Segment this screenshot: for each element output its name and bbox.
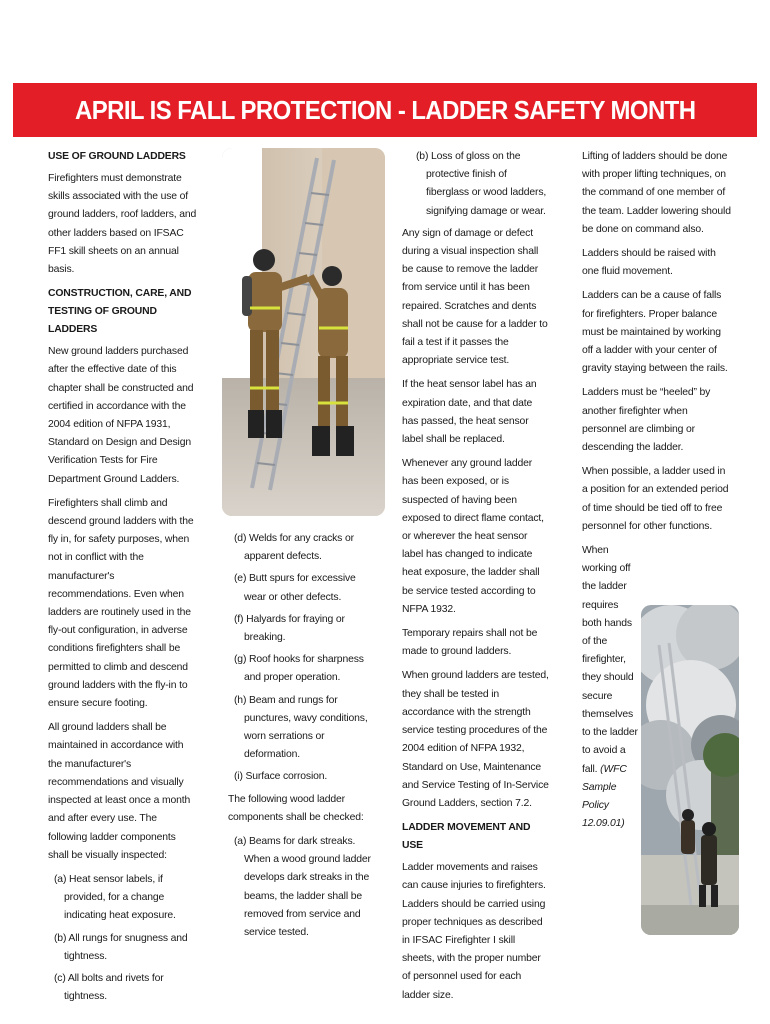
photo-illustration-1 [222,148,385,516]
inspection-item-g: (g) Roof hooks for sharpness and proper operation. [234,654,364,684]
page-title: APRIL IS FALL PROTECTION - LADDER SAFETY MONTH [74,94,696,125]
paragraph-tied-off: When possible, a ladder used in a position for an extended period of time should be tied off to free personnel for other functions. [582,466,729,532]
column-2 [228,530,378,946]
paragraph-working-off-ladder [582,542,640,833]
paragraph-climb-descend: Firefighters shall climb and descend ground ladders with the fly in, for safety purposes, when not in conflict with the manufacturer's recommendations. Even when ladders are routinely used in the fly-out configuration, in adverse conditions firefighters shall be permitted to climb and descend ground ladders with the fly-in to ensure secure footing. [48,497,194,710]
paragraph-wood-ladder: The following wood ladder components shall be checked: [228,793,364,823]
paragraph-falls: Ladders can be a cause of falls for firefighters. Proper balance must be maintained by working off a ladder with your center of gravity staying between the rails. [582,290,728,375]
inspection-item-h: (h) Beam and rungs for punctures, wavy conditions, worn serrations or deformation. [234,694,368,761]
inspection-item-c: (c) All bolts and rivets for tightness. [54,972,164,1003]
paragraph-temporary-repairs: Temporary repairs shall not be made to ground ladders. [402,628,538,658]
paragraph-lifting: Lifting of ladders should be done with proper lifting techniques, on the command of one member of the team. Ladder lowering should be done on command also. [582,151,731,235]
paragraph-heeled: Ladders must be “heeled” by another firefighter when personnel are climbing or descending the ladder. [582,387,711,454]
paragraph-maintained: All ground ladders shall be maintained in accordance with the manufacturer's recommendations and visually inspected at least once a month and after every use. The following ladder components shall be visually inspected: [48,722,191,861]
title-banner [13,83,757,137]
firefighters-climbing-ladder-photo [222,148,385,516]
heading-construction-care-testing: CONSTRUCTION, CARE, AND TESTING OF GROUND LADDERS [48,288,192,336]
inspection-item-i: (i) Surface corrosion. [234,771,328,783]
photo-illustration-2 [641,605,739,935]
inspection-item-f: (f) Halyards for fraying or breaking. [234,613,345,644]
inspection-item-e: (e) Butt spurs for excessive wear or other defects. [234,573,356,603]
inspection-item-a: (a) Heat sensor labels, if provided, for a change indicating heat exposure. [54,873,176,922]
paragraph-use: Firefighters must demonstrate skills associated with the use of ground ladders, roof ladders, and other ladders based on IFSAC FF1 skill sheets on an annual basis. [48,173,197,276]
paragraph-raised: Ladders should be raised with one fluid movement. [582,248,716,278]
firefighter-ladder-smoke-photo [641,605,739,935]
column-1 [48,148,198,1010]
paragraph-exposed: Whenever any ground ladder has been exposed, or is suspected of having been exposed to direct flame contact, or wherever the heat sensor label has changed to indicate heat exposure, the ladder shall be service tested according to NFPA 1932. [402,458,544,615]
inspection-item-b: (b) All rungs for snugness and tightness. [54,932,188,962]
wood-item-b: (b) Loss of gloss on the protective finish of fiberglass or wood ladders, signifying damage or wear. [416,151,547,217]
heading-ladder-movement: LADDER MOVEMENT AND USE [402,822,531,852]
paragraph-heat-sensor: If the heat sensor label has an expiration date, and that date has passed, the heat sensor label shall be replaced. [402,379,537,446]
paragraph-damage: Any sign of damage or defect during a visual inspection shall be cause to remove the ladder from service until it has been repaired. Scratches and dents shall not be cause for a ladder to fail a test if it passes the appropriate service test. [402,227,548,367]
column-3 [402,148,550,1011]
paragraph-new-ladders: New ground ladders purchased after the effective date of this chapter shall be constructed and certified in accordance with the 2004 edition of NFPA 1931, Standard on Design and Design Verification Tests for Fire Department Ground Ladders. [48,346,194,485]
wood-item-a: (a) Beams for dark streaks. When a wood ground ladder develops dark streaks in the beams, the ladder shall be removed from service and service tested. [234,836,371,939]
paragraph-tested: When ground ladders are tested, they shall be tested in accordance with the strength service testing procedures of the 2004 edition of NFPA 1932, Standard on Use, Maintenance and Service Testing of In-Service Ground Ladders, section 7.2. [402,670,549,809]
inspection-item-d: (d) Welds for any cracks or apparent defects. [234,533,354,563]
citation: (WFC Sample Policy 12.09.01) [582,763,627,830]
paragraph-movement: Ladder movements and raises can cause injuries to firefighters. Ladders should be carried using proper techniques as described in IFSAC Firefighter I skill sheets, with the proper number of personnel used for each ladder size. [402,862,546,1001]
heading-use-of-ground-ladders: USE OF GROUND LADDERS [48,151,186,162]
working-text: When working off the ladder requires both hands of the firefighter, they should secure themselves to the ladder to avoid a fall. [582,545,638,775]
